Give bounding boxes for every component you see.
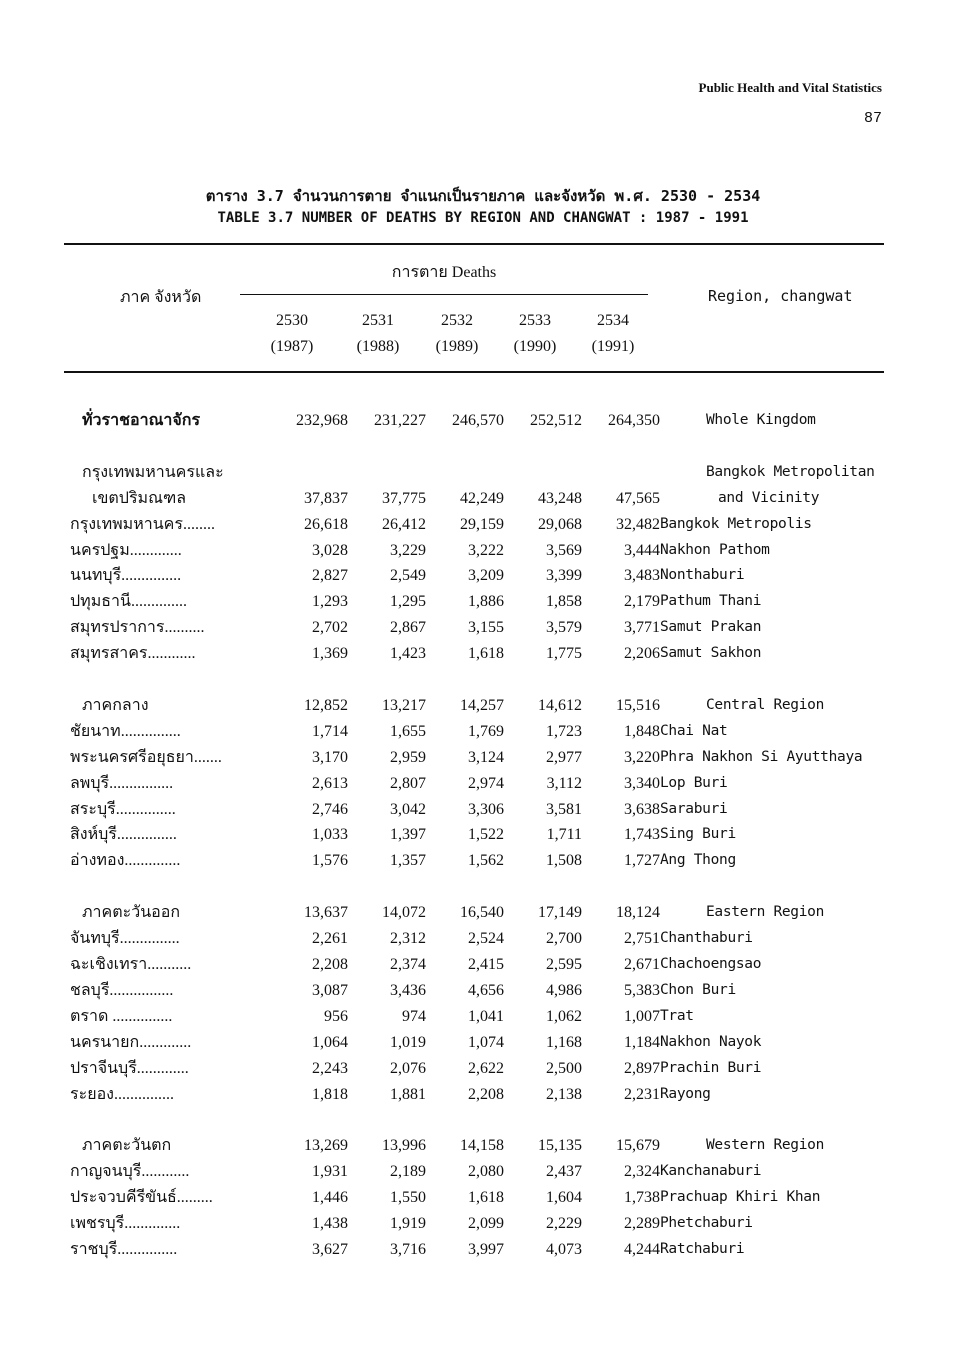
cell-2531: 1,655 — [390, 722, 426, 740]
cell-2532: 3,306 — [468, 800, 504, 818]
table-row — [70, 900, 875, 926]
cell-2534: 264,350 — [608, 412, 660, 429]
cell-2534: 4,244 — [624, 1240, 660, 1258]
row-label-english: Prachin Buri — [660, 1059, 762, 1076]
row-label-english: Bangkok Metropolitan — [706, 463, 875, 480]
table-row — [70, 408, 875, 434]
table-row — [70, 719, 875, 745]
cell-2530: 1,576 — [312, 852, 348, 870]
cell-2533: 1,062 — [546, 1007, 582, 1025]
top-rule — [64, 243, 884, 245]
table-row — [70, 978, 875, 1004]
row-label-thai: ฉะเชิงเทรา........... — [70, 955, 192, 973]
cell-2534: 47,565 — [616, 489, 660, 507]
row-label-thai: สมุทรปราการ.......... — [70, 619, 205, 637]
col-header-year-ce: (1988) — [356, 338, 400, 355]
cell-2532: 246,570 — [452, 412, 504, 429]
table-row — [70, 1159, 875, 1185]
row-label-thai: นครนายก............. — [70, 1033, 192, 1051]
cell-2532: 2,208 — [468, 1085, 504, 1103]
cell-2530: 1,369 — [312, 645, 348, 663]
cell-2530: 37,837 — [304, 489, 348, 507]
cell-2533: 4,073 — [546, 1240, 582, 1258]
cell-2531: 14,072 — [382, 904, 426, 922]
cell-2531: 13,217 — [382, 696, 426, 714]
cell-2532: 29,159 — [460, 515, 504, 533]
cell-2531: 3,436 — [390, 981, 426, 999]
row-label-thai: อ่างทอง.............. — [70, 852, 181, 870]
cell-2531: 2,807 — [390, 774, 426, 792]
cell-2532 — [426, 460, 504, 486]
cell-2530: 2,827 — [312, 567, 348, 585]
table-row — [70, 797, 875, 823]
cell-2534: 3,638 — [624, 800, 660, 818]
row-label-english: Nakhon Nayok — [660, 1033, 762, 1050]
cell-2530: 1,293 — [312, 593, 348, 611]
cell-2530: 956 — [324, 1007, 348, 1025]
cell-2530: 232,968 — [296, 412, 348, 429]
cell-2530: 2,208 — [312, 955, 348, 973]
row-spacer — [70, 434, 875, 460]
row-label-thai: สระบุรี............... — [70, 800, 176, 818]
cell-2531 — [348, 460, 426, 486]
cell-2533: 29,068 — [538, 515, 582, 533]
table-row — [70, 693, 875, 719]
cell-2530: 1,931 — [312, 1163, 348, 1181]
table-row — [70, 771, 875, 797]
cell-2531: 1,550 — [390, 1189, 426, 1207]
table-row — [70, 1082, 875, 1108]
row-label-english: Chachoengsao — [660, 955, 762, 972]
cell-2531: 1,919 — [390, 1215, 426, 1233]
row-label-thai: กาญจนบุรี............ — [70, 1163, 190, 1181]
row-label-english: and Vicinity — [718, 489, 820, 506]
cell-2531: 2,959 — [390, 748, 426, 766]
row-label-english: Phra Nakhon Si Ayutthaya — [660, 748, 863, 765]
cell-2531: 2,374 — [390, 955, 426, 973]
deaths-group-rule — [240, 294, 648, 295]
row-spacer — [70, 874, 875, 900]
cell-2532: 3,209 — [468, 567, 504, 585]
cell-2531: 1,423 — [390, 645, 426, 663]
row-label-thai: ภาคตะวันออก — [82, 904, 181, 922]
cell-2534: 2,231 — [624, 1085, 660, 1103]
cell-2534: 1,727 — [624, 852, 660, 870]
row-label-english: Chon Buri — [660, 981, 736, 998]
cell-2531: 2,549 — [390, 567, 426, 585]
col-header-year-ce: (1991) — [591, 338, 635, 355]
col-header-year-be: 2534 — [597, 312, 629, 329]
col-header-year-be: 2533 — [519, 312, 551, 329]
cell-2531: 1,397 — [390, 826, 426, 844]
cell-2531: 26,412 — [382, 515, 426, 533]
cell-2534: 1,738 — [624, 1189, 660, 1207]
row-spacer — [70, 1107, 875, 1133]
row-label-thai: ทั่วราชอาณาจักร — [82, 412, 201, 429]
cell-2530: 2,702 — [312, 619, 348, 637]
col-header-region-english: Region, changwat — [708, 287, 853, 305]
table-title-thai: ตาราง 3.7 จำนวนการตาย จำแนกเป็นรายภาค และจังหวัด พ.ศ. 2530 - 2534 — [205, 187, 761, 205]
table-row — [70, 512, 875, 538]
cell-2532: 42,249 — [460, 489, 504, 507]
cell-2533: 2,595 — [546, 955, 582, 973]
row-label-english: Trat — [660, 1007, 694, 1024]
col-header-year-be: 2532 — [441, 312, 473, 329]
cell-2531: 1,019 — [390, 1033, 426, 1051]
running-head: Public Health and Vital Statistics — [698, 80, 882, 95]
cell-2532: 2,415 — [468, 955, 504, 973]
cell-2531: 2,189 — [390, 1163, 426, 1181]
row-label-english: Whole Kingdom — [706, 412, 816, 428]
cell-2532: 16,540 — [460, 904, 504, 922]
cell-2530: 3,627 — [312, 1240, 348, 1258]
col-header-year-ce: (1989) — [435, 338, 479, 355]
cell-2533 — [504, 460, 582, 486]
row-label-english: Nakhon Pathom — [660, 541, 770, 558]
table-row — [70, 1133, 875, 1159]
cell-2533: 14,612 — [538, 696, 582, 714]
cell-2532: 2,622 — [468, 1059, 504, 1077]
page-number: 87 — [863, 110, 882, 127]
cell-2534: 3,220 — [624, 748, 660, 766]
cell-2531: 974 — [402, 1007, 426, 1025]
row-label-english: Bangkok Metropolis — [660, 515, 812, 532]
row-label-thai: ภาคกลาง — [82, 696, 149, 714]
table-row — [70, 460, 875, 486]
cell-2534: 32,482 — [616, 515, 660, 533]
cell-2534: 2,324 — [624, 1163, 660, 1181]
col-header-year-ce: (1990) — [513, 338, 557, 355]
cell-2530: 1,714 — [312, 722, 348, 740]
table-row — [70, 1056, 875, 1082]
cell-2534: 1,848 — [624, 722, 660, 740]
row-label-english: Ratchaburi — [660, 1240, 745, 1257]
cell-2534: 1,007 — [624, 1007, 660, 1025]
cell-2531: 1,357 — [390, 852, 426, 870]
row-label-thai: สมุทรสาคร............ — [70, 645, 196, 663]
row-label-thai: ระยอง............... — [70, 1085, 174, 1103]
row-label-english: Kanchanaburi — [660, 1163, 762, 1180]
table-row — [70, 1211, 875, 1237]
row-label-english: Saraburi — [660, 800, 728, 817]
cell-2533: 3,581 — [546, 800, 582, 818]
cell-2531: 2,076 — [390, 1059, 426, 1077]
cell-2530 — [260, 460, 348, 486]
row-label-english: Nonthaburi — [660, 567, 745, 584]
cell-2532: 14,257 — [460, 696, 504, 714]
cell-2531: 3,229 — [390, 541, 426, 559]
cell-2533: 15,135 — [538, 1137, 582, 1155]
row-label-thai: ปราจีนบุรี............. — [70, 1059, 189, 1077]
row-label-english: Pathum Thani — [660, 593, 762, 610]
cell-2531: 2,312 — [390, 930, 426, 948]
cell-2534: 3,340 — [624, 774, 660, 792]
cell-2533: 17,149 — [538, 904, 582, 922]
cell-2533: 1,723 — [546, 722, 582, 740]
cell-2532: 3,155 — [468, 619, 504, 637]
cell-2531: 37,775 — [382, 489, 426, 507]
cell-2531: 2,867 — [390, 619, 426, 637]
cell-2530: 13,637 — [304, 904, 348, 922]
cell-2530: 3,087 — [312, 981, 348, 999]
row-label-thai: พระนครศรีอยุธยา....... — [70, 748, 222, 766]
row-label-thai: ชลบุรี................ — [70, 981, 174, 999]
cell-2531: 231,227 — [374, 412, 426, 429]
table-row — [70, 563, 875, 589]
cell-2533: 3,569 — [546, 541, 582, 559]
cell-2530: 1,064 — [312, 1033, 348, 1051]
cell-2534: 15,679 — [616, 1137, 660, 1155]
table-row — [70, 486, 875, 512]
cell-2530: 2,746 — [312, 800, 348, 818]
cell-2531: 13,996 — [382, 1137, 426, 1155]
table-row — [70, 1004, 875, 1030]
row-label-thai: ตราด ............... — [70, 1007, 173, 1025]
row-label-english: Chanthaburi — [660, 930, 753, 947]
cell-2534: 2,897 — [624, 1059, 660, 1077]
cell-2532: 2,080 — [468, 1163, 504, 1181]
cell-2533: 3,112 — [546, 774, 582, 792]
col-header-region-thai: ภาค จังหวัด — [120, 289, 202, 306]
cell-2532: 1,886 — [468, 593, 504, 611]
cell-2533: 252,512 — [530, 412, 582, 429]
cell-2533: 1,711 — [546, 826, 582, 844]
cell-2534: 5,383 — [624, 981, 660, 999]
cell-2534: 3,444 — [624, 541, 660, 559]
cell-2531: 3,042 — [390, 800, 426, 818]
cell-2533: 43,248 — [538, 489, 582, 507]
cell-2532: 1,769 — [468, 722, 504, 740]
row-label-thai: กรุงเทพมหานคร........ — [70, 515, 215, 533]
cell-2532: 1,562 — [468, 852, 504, 870]
row-label-english: Chai Nat — [660, 722, 728, 739]
cell-2530: 2,261 — [312, 930, 348, 948]
cell-2530: 2,243 — [312, 1059, 348, 1077]
cell-2534: 2,671 — [624, 955, 660, 973]
col-header-year-be: 2530 — [276, 312, 308, 329]
cell-2530: 1,033 — [312, 826, 348, 844]
cell-2532: 2,524 — [468, 930, 504, 948]
cell-2531: 1,881 — [390, 1085, 426, 1103]
table-row — [70, 952, 875, 978]
cell-2532: 2,099 — [468, 1215, 504, 1233]
cell-2534: 3,483 — [624, 567, 660, 585]
row-label-english: Samut Prakan — [660, 619, 762, 636]
cell-2532: 3,222 — [468, 541, 504, 559]
row-label-thai: ราชบุรี............... — [70, 1240, 178, 1258]
cell-2530: 1,818 — [312, 1085, 348, 1103]
cell-2532: 2,974 — [468, 774, 504, 792]
row-label-thai: นนทบุรี............... — [70, 567, 182, 585]
table-row — [70, 615, 875, 641]
row-label-thai: ชัยนาท............... — [70, 722, 181, 740]
cell-2533: 3,579 — [546, 619, 582, 637]
table-row — [70, 848, 875, 874]
row-label-thai: กรุงเทพมหานครและ — [82, 463, 224, 481]
row-label-english: Samut Sakhon — [660, 645, 762, 662]
cell-2534: 3,771 — [624, 619, 660, 637]
table-row — [70, 1237, 875, 1263]
table-row — [70, 745, 875, 771]
cell-2533: 1,775 — [546, 645, 582, 663]
row-label-thai: เพชรบุรี.............. — [70, 1215, 181, 1233]
table-row — [70, 589, 875, 615]
table-row — [70, 1185, 875, 1211]
row-label-thai: จันทบุรี............... — [70, 930, 180, 948]
cell-2533: 3,399 — [546, 567, 582, 585]
row-label-english: Rayong — [660, 1085, 711, 1102]
cell-2533: 2,977 — [546, 748, 582, 766]
deaths-table — [70, 408, 875, 1263]
cell-2532: 3,997 — [468, 1240, 504, 1258]
row-label-thai: นครปฐม............. — [70, 541, 182, 559]
row-label-thai: เขตปริมณฑล — [92, 489, 187, 507]
cell-2534: 2,206 — [624, 645, 660, 663]
cell-2533: 1,858 — [546, 593, 582, 611]
cell-2534: 1,743 — [624, 826, 660, 844]
cell-2533: 1,168 — [546, 1033, 582, 1051]
header-bottom-rule — [64, 371, 884, 373]
cell-2530: 1,438 — [312, 1215, 348, 1233]
table-row — [70, 822, 875, 848]
table-row — [70, 926, 875, 952]
row-label-english: Prachuap Khiri Khan — [660, 1189, 821, 1206]
cell-2532: 14,158 — [460, 1137, 504, 1155]
cell-2530: 13,269 — [304, 1137, 348, 1155]
row-label-thai: ลพบุรี................ — [70, 774, 174, 792]
table-row — [70, 641, 875, 667]
cell-2530: 1,446 — [312, 1189, 348, 1207]
row-label-english: Ang Thong — [660, 852, 736, 869]
row-label-english: Eastern Region — [706, 904, 825, 921]
table-row — [70, 538, 875, 564]
cell-2533: 1,508 — [546, 852, 582, 870]
cell-2534: 2,289 — [624, 1215, 660, 1233]
cell-2534: 1,184 — [624, 1033, 660, 1051]
cell-2532: 1,074 — [468, 1033, 504, 1051]
row-label-thai: สิงห์บุรี............... — [70, 826, 177, 844]
cell-2532: 3,124 — [468, 748, 504, 766]
cell-2534: 2,751 — [624, 930, 660, 948]
cell-2532: 1,522 — [468, 826, 504, 844]
cell-2533: 2,500 — [546, 1059, 582, 1077]
cell-2530: 3,028 — [312, 541, 348, 559]
cell-2530: 12,852 — [304, 696, 348, 714]
row-label-english: Phetchaburi — [660, 1215, 753, 1232]
cell-2531: 1,295 — [390, 593, 426, 611]
cell-2532: 1,618 — [468, 645, 504, 663]
col-header-year-ce: (1987) — [270, 338, 314, 355]
cell-2533: 4,986 — [546, 981, 582, 999]
row-label-thai: ปทุมธานี.............. — [70, 593, 187, 611]
cell-2534: 18,124 — [616, 904, 660, 922]
cell-2534: 2,179 — [624, 593, 660, 611]
cell-2530: 26,618 — [304, 515, 348, 533]
row-spacer — [70, 667, 875, 693]
table-row — [70, 1030, 875, 1056]
cell-2530: 2,613 — [312, 774, 348, 792]
cell-2533: 2,700 — [546, 930, 582, 948]
row-label-thai: ภาคตะวันตก — [82, 1137, 172, 1155]
col-header-deaths: การตาย Deaths — [391, 264, 497, 281]
row-label-english: Western Region — [706, 1137, 825, 1154]
row-label-english: Lop Buri — [660, 774, 728, 791]
cell-2533: 2,138 — [546, 1085, 582, 1103]
cell-2532: 1,041 — [468, 1007, 504, 1025]
row-label-english: Sing Buri — [660, 826, 736, 843]
cell-2533: 1,604 — [546, 1189, 582, 1207]
cell-2534 — [582, 460, 660, 486]
row-label-thai: ประจวบคีรีขันธ์......... — [70, 1189, 213, 1207]
cell-2533: 2,437 — [546, 1163, 582, 1181]
cell-2531: 3,716 — [390, 1240, 426, 1258]
cell-2534: 15,516 — [616, 696, 660, 714]
cell-2532: 4,656 — [468, 981, 504, 999]
table-title-english: TABLE 3.7 NUMBER OF DEATHS BY REGION AND CHANGWAT : 1987 - 1991 — [217, 210, 749, 226]
cell-2532: 1,618 — [468, 1189, 504, 1207]
cell-2533: 2,229 — [546, 1215, 582, 1233]
col-header-year-be: 2531 — [362, 312, 394, 329]
row-label-english: Central Region — [706, 696, 825, 713]
cell-2530: 3,170 — [312, 748, 348, 766]
